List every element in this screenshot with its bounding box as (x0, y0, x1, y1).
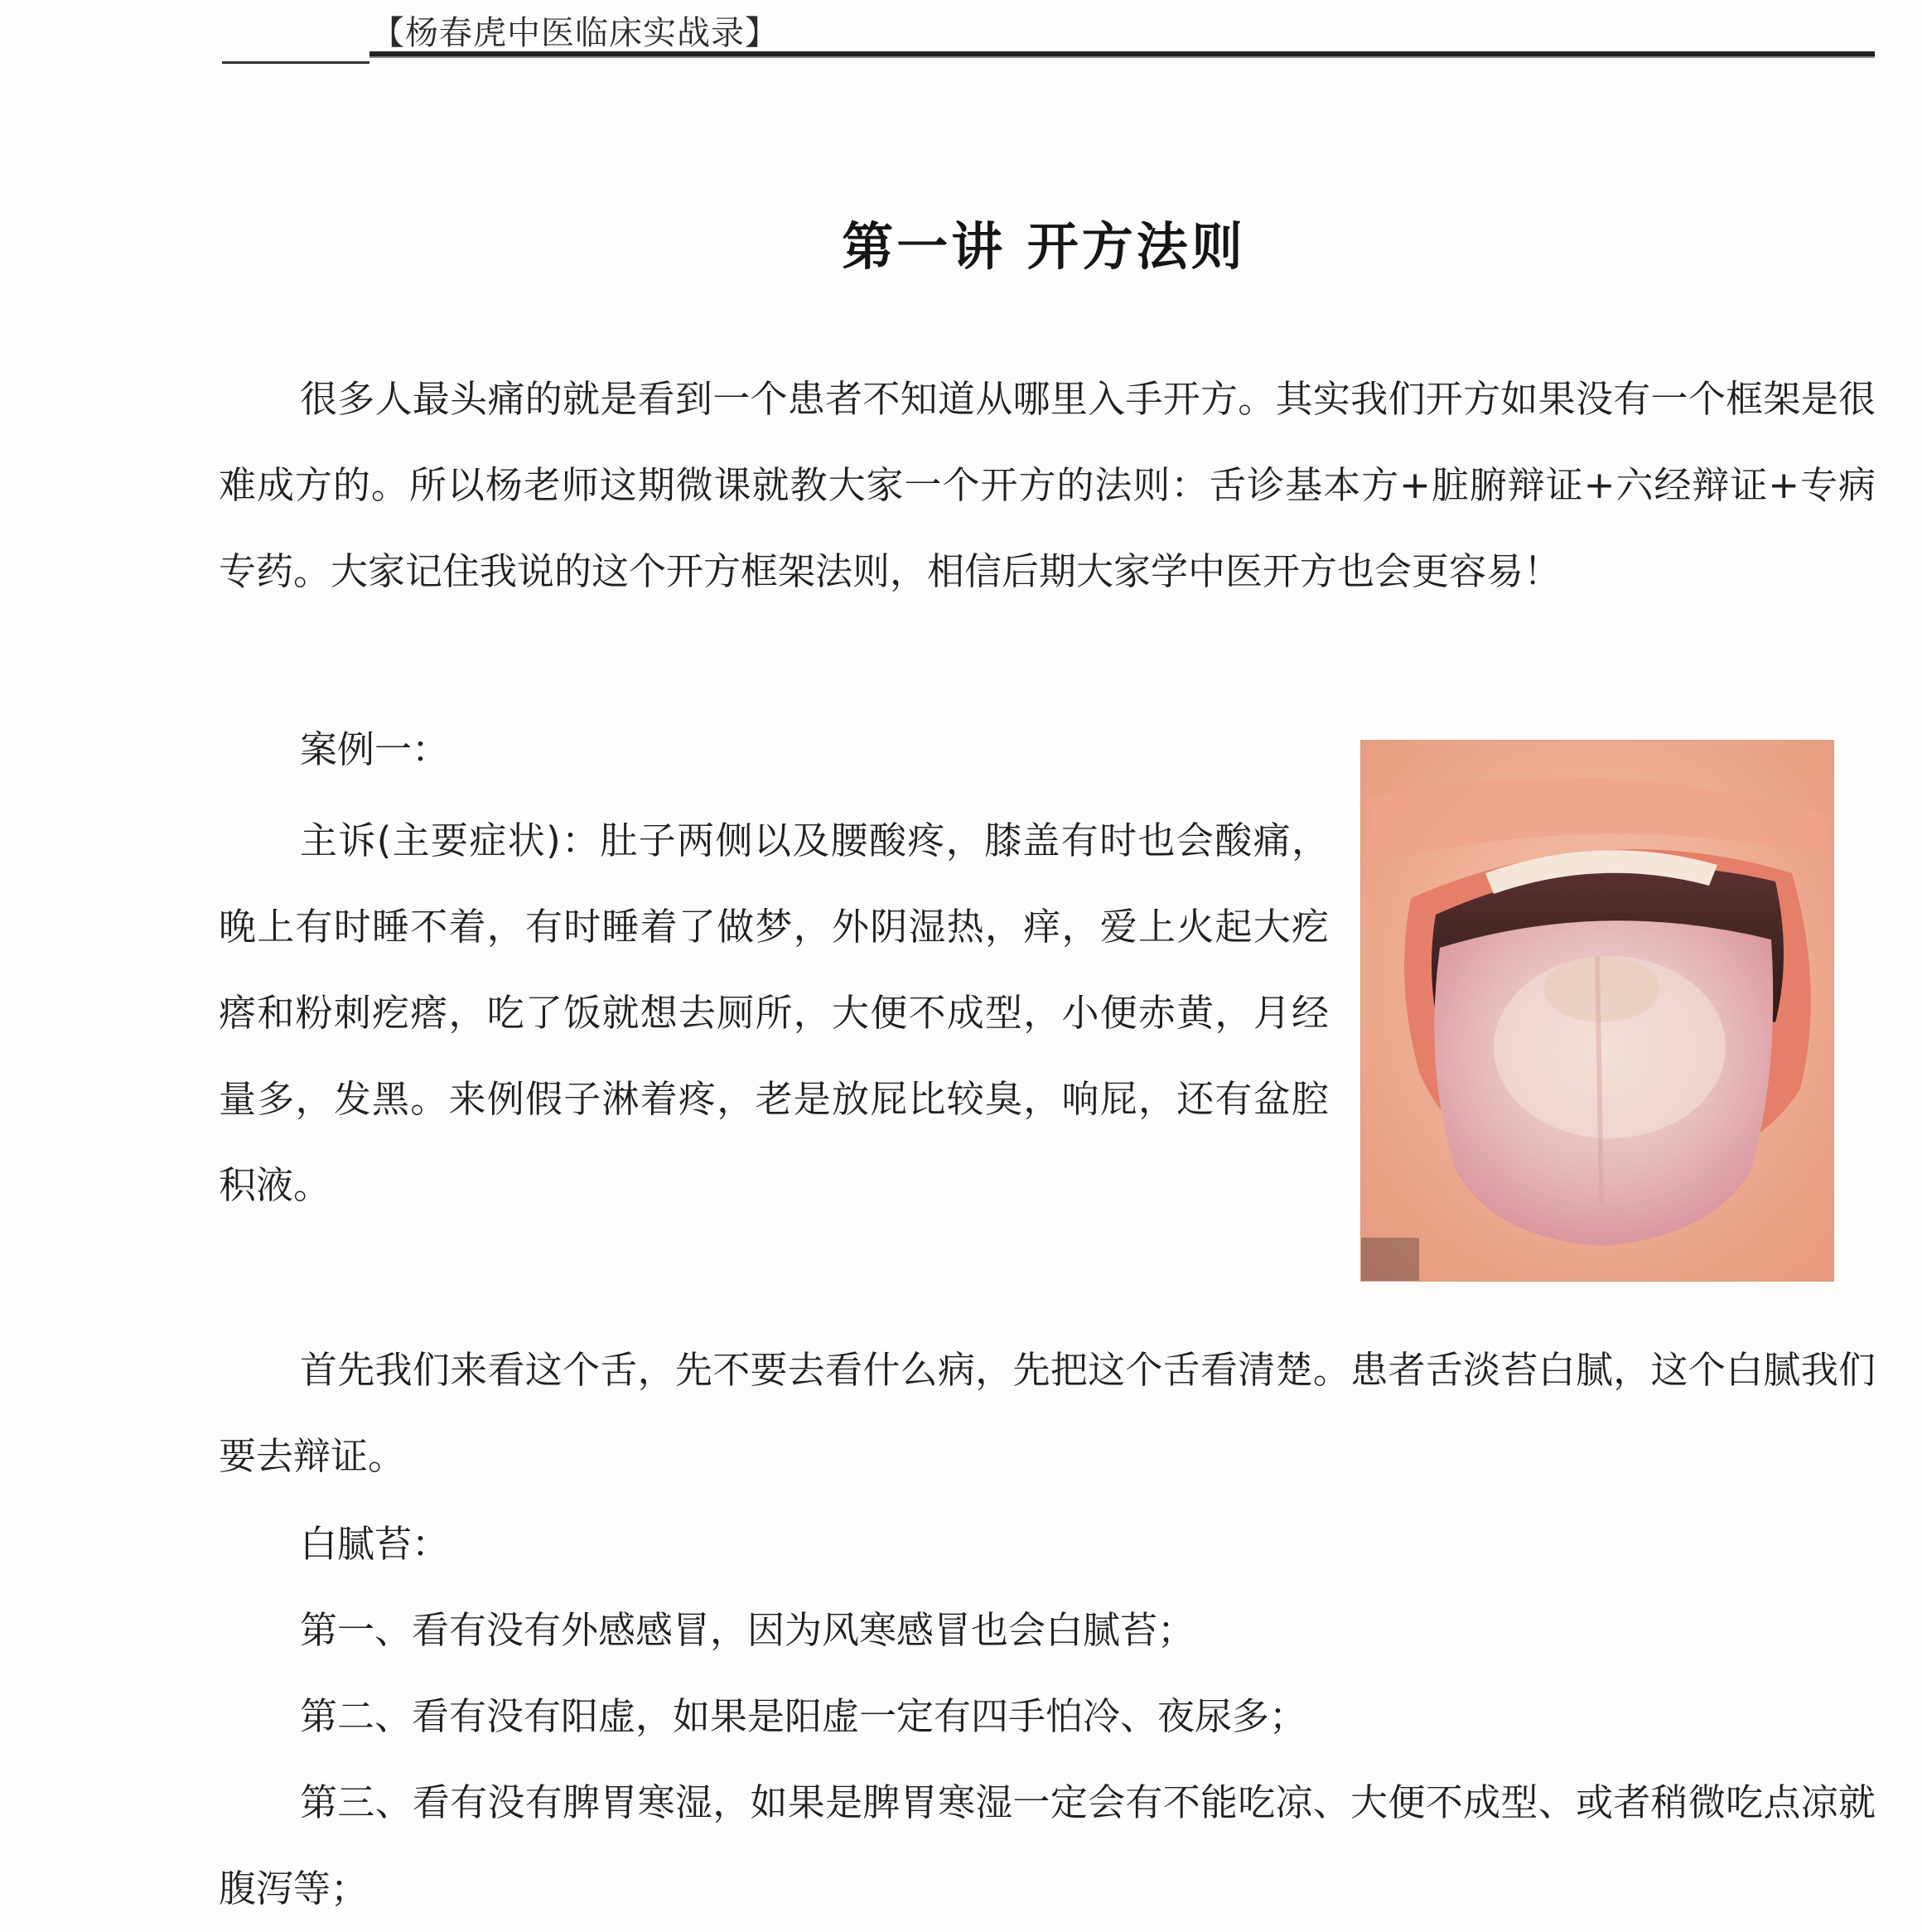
coating-label: 白腻苔： (300, 1522, 450, 1566)
analysis-point-1: 第一、看有没有外感感冒，因为风寒感冒也会白腻苔； (300, 1608, 1195, 1652)
analysis-point-3: 第三、看有没有脾胃寒湿，如果是脾胃寒湿一定会有不能吃凉、大便不成型、或者稍微吃点凉就腹泻等； (219, 1780, 1876, 1910)
chief-complaint: 主诉(主要症状)：肚子两侧以及腰酸疼，膝盖有时也会酸痛，晚上有时睡不着，有时睡着了做梦，外阴湿热，痒，爱上火起大疙瘩和粉刺疙瘩，吃了饭就想去厕所，大便不成型，小便赤黄，月经量多，发黑。来例假子淋着疼，老是放屁比较臭，响屁，还有盆腔积液。 (219, 819, 1329, 1207)
tongue-photo (1360, 740, 1834, 1282)
tongue-analysis-paragraph: 首先我们来看这个舌，先不要去看什么病，先把这个舌看清楚。患者舌淡苔白腻，这个白腻我们要去辩证。 (219, 1348, 1876, 1478)
intro-paragraph: 很多人最头痛的就是看到一个患者不知道从哪里入手开方。其实我们开方如果没有一个框架是很难成方的。所以杨老师这期微课就教大家一个开方的法则：舌诊基本方+脏腑辩证+六经辩证+专病专药。大家记住我说的这个开方框架法则，相信后期大家学中医开方也会更容易！ (219, 377, 1876, 593)
case-label: 案例一： (300, 727, 450, 771)
book-title: 【杨春虎中医临床实战录】 (371, 14, 779, 52)
tongue-photo-icon (1361, 741, 1833, 1281)
analysis-point-2: 第二、看有没有阳虚，如果是阳虚一定有四手怕冷、夜尿多； (300, 1694, 1307, 1738)
header-left-marks (222, 48, 369, 64)
page-header (222, 12, 1875, 63)
lecture-title: 第一讲 开方法则 (842, 215, 1246, 277)
